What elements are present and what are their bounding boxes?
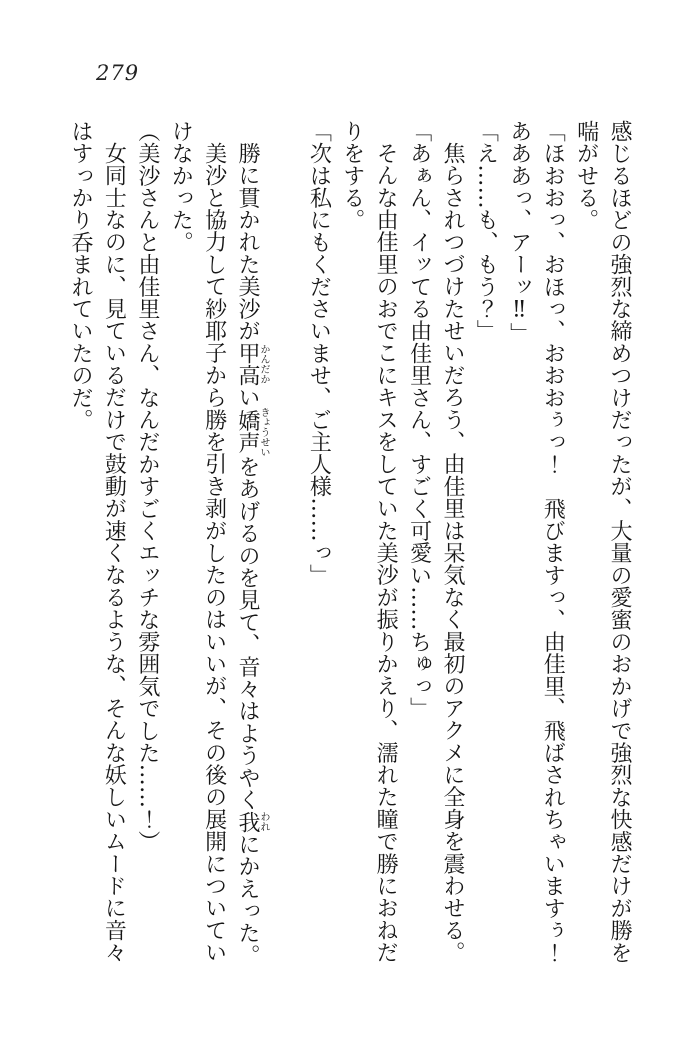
text-column: 勝に貫かれた美沙が甲高かんだかい嬌声きょうせいをあげるのを見て、音々はようやく我われにかえった。 <box>235 142 270 967</box>
text-column: 「あぁん、イッてる由佳里さん、すごく可愛い……ちゅっ」 <box>406 120 432 720</box>
text-column: 美沙と協力して紗耶子から勝を引き剥がしたのはいいが、その後の展開についてい <box>201 142 227 964</box>
text-column: 「ほおおっ、おほっ、おおおぅっ！ 飛びますっ、由佳里、飛ばされちゃいますぅ！ <box>540 120 566 964</box>
text-column: そんな由佳里のおでこにキスをしていた美沙が振りかえり、濡れた瞳で勝におねだ <box>373 142 399 964</box>
furigana-ruby: 甲高かんだか <box>235 341 270 387</box>
text-column: はすっかり呑まれていたのだ。 <box>68 120 93 431</box>
text-column: けなかった。 <box>168 120 194 254</box>
text-column: 「次は私にもくださいませ、ご主人様……っ」 <box>306 120 332 587</box>
text-column: 「え……も、もう？」 <box>473 120 499 342</box>
column-spacer <box>269 120 302 968</box>
page-number: 279 <box>96 61 140 85</box>
vertical-text-block <box>66 120 636 968</box>
furigana-ruby: 我われ <box>235 810 270 834</box>
text-column: あああっ、アーッ‼」 <box>506 120 532 345</box>
text-column: 喘がせる。 <box>573 120 599 231</box>
text-column: 焦らされつづけたせいだろう、由佳里は呆気なく最初のアクメに全身を震わせる。 <box>439 142 465 964</box>
text-column: （美沙さんと由佳里さん、なんだかすごくエッチな雰囲気でした……！） <box>134 120 160 853</box>
furigana-ruby: 嬌声きょうせい <box>235 407 270 458</box>
text-column: 感じるほどの強烈な締めつけだったが、大量の愛蜜のおかげで強烈な快感だけが勝を <box>607 120 632 964</box>
text-column: 女同士なのに、見ているだけで鼓動が速くなるような、そんな妖しいムードに音々 <box>101 142 127 964</box>
text-column: りをする。 <box>339 120 365 231</box>
